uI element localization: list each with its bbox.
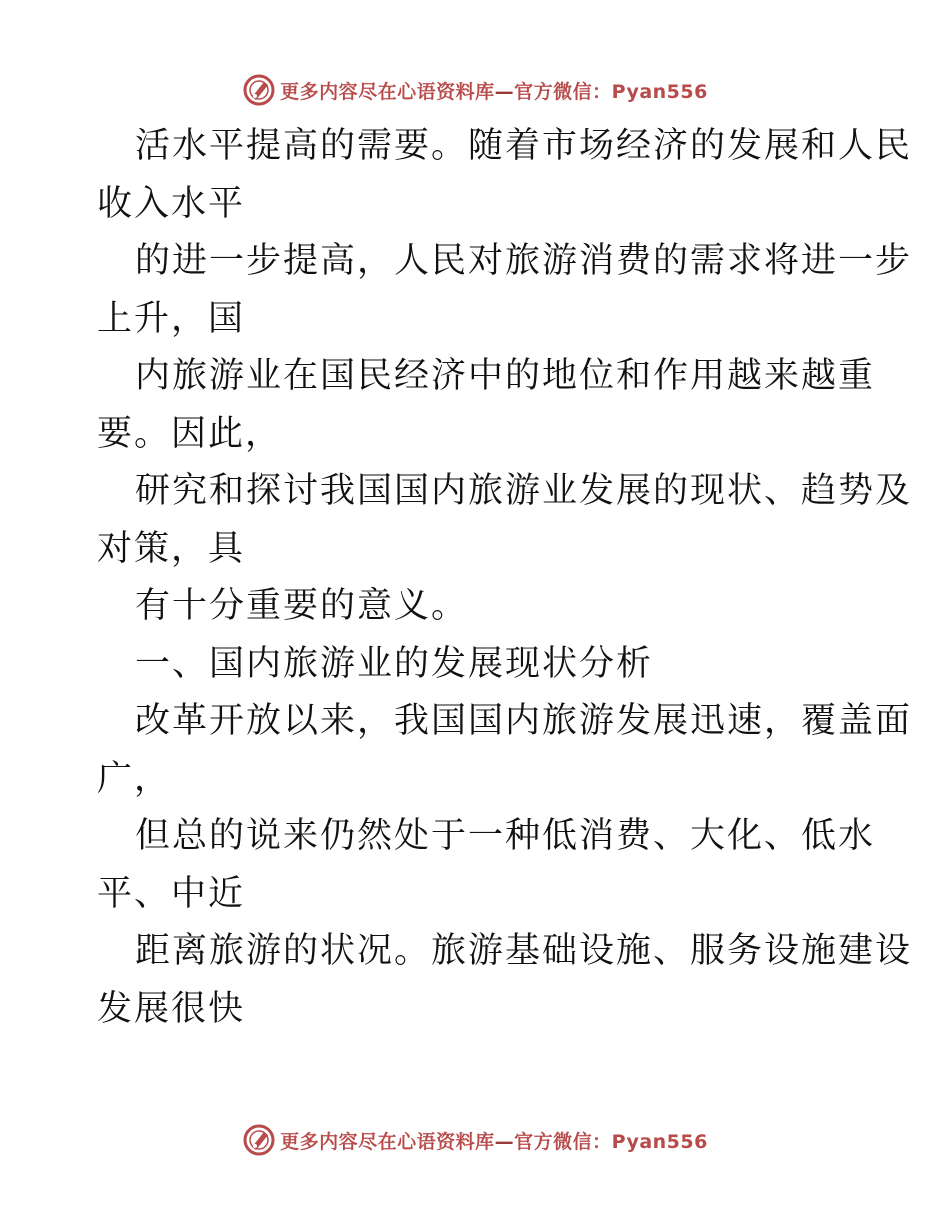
text-line: 的进一步提高，人民对旅游消费的需求将进一步 bbox=[135, 241, 913, 281]
text-line: 对策，具 bbox=[97, 528, 246, 569]
watermark-text: 更多内容尽在心语资料库 bbox=[280, 1130, 495, 1153]
watermark-contact: 官方微信：Pyan556 bbox=[514, 1130, 708, 1153]
text-line: 但总的说来仍然处于一种低消费、大化、低水 bbox=[135, 816, 876, 856]
watermark-contact: 官方微信：Pyan556 bbox=[514, 80, 708, 103]
document-body bbox=[97, 118, 913, 1038]
text-line: 有十分重要的意义。 bbox=[135, 586, 469, 626]
header-watermark bbox=[0, 70, 950, 110]
watermark-separator: — bbox=[494, 80, 515, 103]
text-line: 上升，国 bbox=[97, 298, 246, 339]
text-line: 距离旅游的状况。旅游基础设施、服务设施建设 bbox=[135, 931, 913, 971]
text-line: 收入水平 bbox=[97, 183, 246, 224]
pen-nib-logo-icon bbox=[242, 1123, 276, 1157]
text-line: 发展很快 bbox=[97, 988, 246, 1029]
pen-nib-logo-icon bbox=[242, 73, 276, 107]
text-line: 广， bbox=[97, 758, 172, 799]
text-line: 研究和探讨我国国内旅游业发展的现状、趋势及 bbox=[135, 471, 913, 511]
text-line: 改革开放以来，我国国内旅游发展迅速，覆盖面 bbox=[135, 701, 913, 741]
section-heading: 一、国内旅游业的发展现状分析 bbox=[135, 643, 654, 684]
watermark-text: 更多内容尽在心语资料库 bbox=[280, 80, 495, 103]
footer-watermark bbox=[0, 1120, 950, 1160]
text-line: 平、中近 bbox=[97, 873, 246, 914]
text-line: 要。因此， bbox=[97, 413, 283, 454]
text-line: 活水平提高的需要。随着市场经济的发展和人民 bbox=[135, 126, 913, 166]
text-line: 内旅游业在国民经济中的地位和作用越来越重 bbox=[135, 356, 876, 396]
watermark-separator: — bbox=[494, 1130, 515, 1153]
